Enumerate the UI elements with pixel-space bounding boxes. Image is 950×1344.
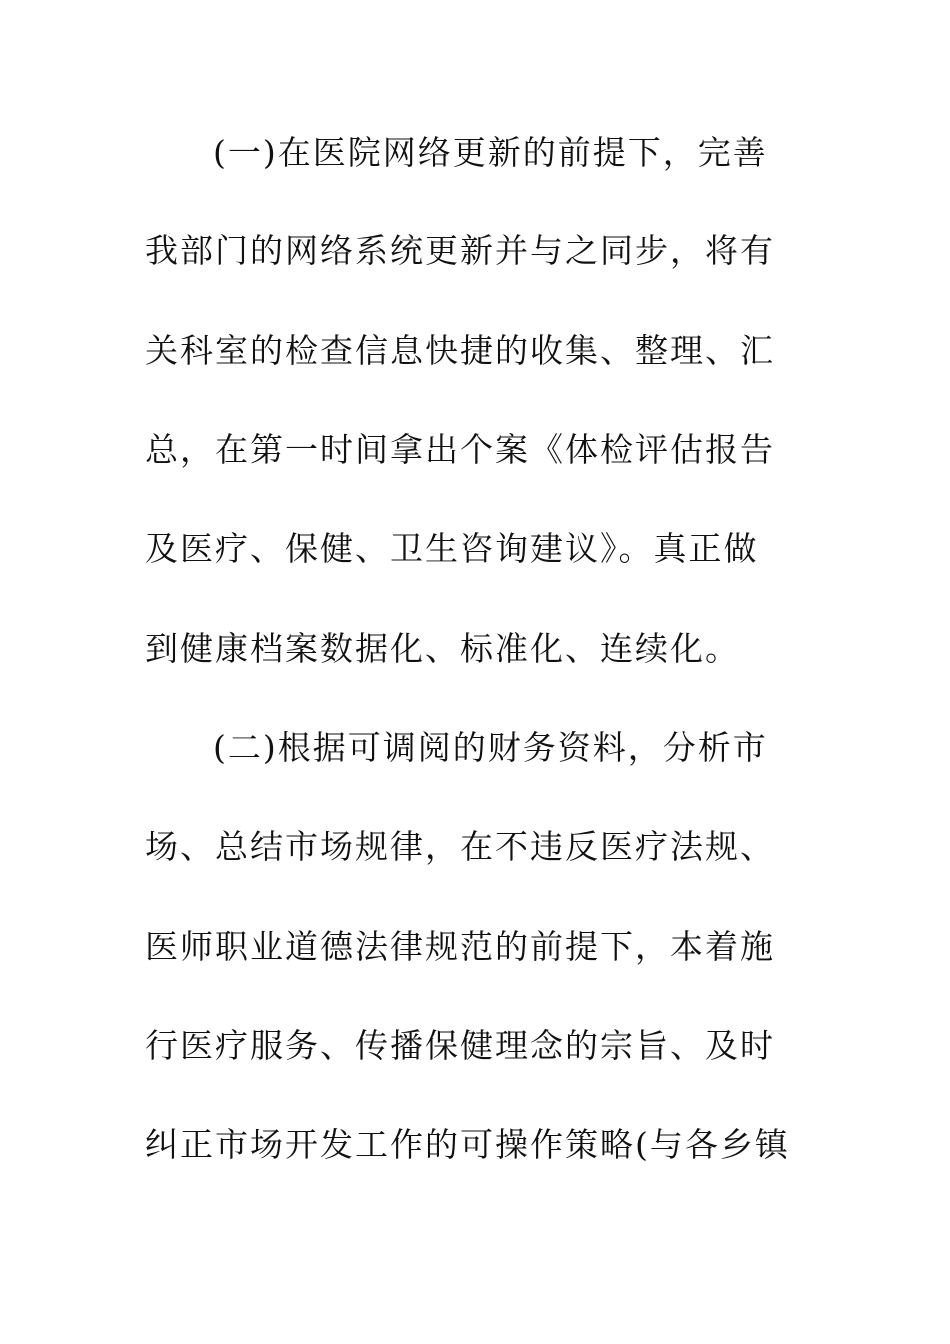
- paragraph-1-line-1: (一)在医院网络更新的前提下，完善: [213, 133, 768, 172]
- paragraph-1-line-2: 我部门的网络系统更新并与之同步，将有: [145, 231, 775, 270]
- paragraph-2-line-4: 行医疗服务、传播保健理念的宗旨、及时: [145, 1026, 775, 1065]
- paragraph-2-line-1: (二)根据可调阅的财务资料，分析市: [213, 728, 768, 767]
- paragraph-1-line-5: 及医疗、保健、卫生咨询建议》。真正做: [145, 529, 759, 568]
- paragraph-2-line-3: 医师职业道德法律规范的前提下，本着施: [145, 927, 775, 966]
- paragraph-2-line-5: 纠正市场开发工作的可操作策略(与各乡镇: [145, 1125, 790, 1164]
- paragraph-1-line-4: 总，在第一时间拿出个案《体检评估报告: [145, 430, 775, 469]
- paragraph-1-line-3: 关科室的检查信息快捷的收集、整理、汇: [145, 331, 775, 370]
- paragraph-1-line-6: 到健康档案数据化、标准化、连续化。: [145, 629, 740, 668]
- paragraph-2-line-2: 场、总结市场规律，在不违反医疗法规、: [145, 827, 775, 866]
